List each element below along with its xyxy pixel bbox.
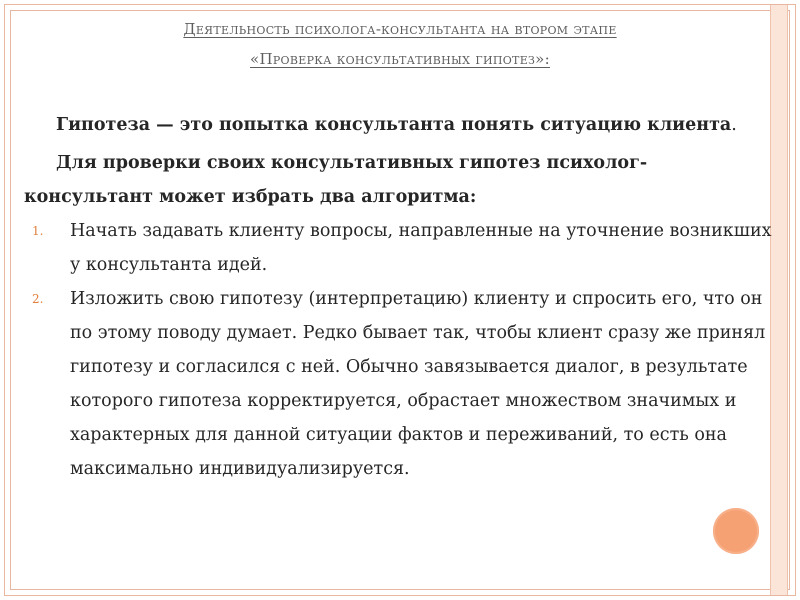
slide-title [40,14,760,74]
list-item-number: 2. [32,292,44,306]
list-item [24,282,776,486]
slide-title-line-2: «Проверка консультативных гипотез»: [249,50,551,68]
list-item-text: Изложить свою гипотезу (интерпретацию) клиенту и спросить его, что он по этому поводу думает. Редко бывает так, чтобы клиент сразу же принял гипотезу и согласился с ней. Обычно завязывается диалог, в результате которого гипотеза корректируется, обрастает множеством значимых и характерных для данной ситуации фактов и переживаний, то есть она максимально индивидуализируется. [70,289,766,479]
decorative-orange-circle [713,508,759,554]
list-item-text: Начать задавать клиенту вопросы, направленные на уточнение возникших у консультанта идей. [70,221,772,275]
paragraph-bold-text: Для проверки своих консультативных гипотез психолог-консультант может избрать два алгоритма: [24,153,648,207]
paragraph-bold-text: Гипотеза — это попытка консультанта понять ситуацию клиента [56,115,732,135]
hypothesis-definition-paragraph [24,108,776,142]
algorithm-list [24,214,776,486]
list-item [24,214,776,282]
slide-body [24,108,776,486]
algorithms-intro-paragraph [24,146,776,214]
paragraph-tail-text: . [731,115,737,135]
list-item-number: 1. [32,224,44,238]
slide-title-line-1: Деятельность психолога-консультанта на втором этапе [183,20,617,38]
